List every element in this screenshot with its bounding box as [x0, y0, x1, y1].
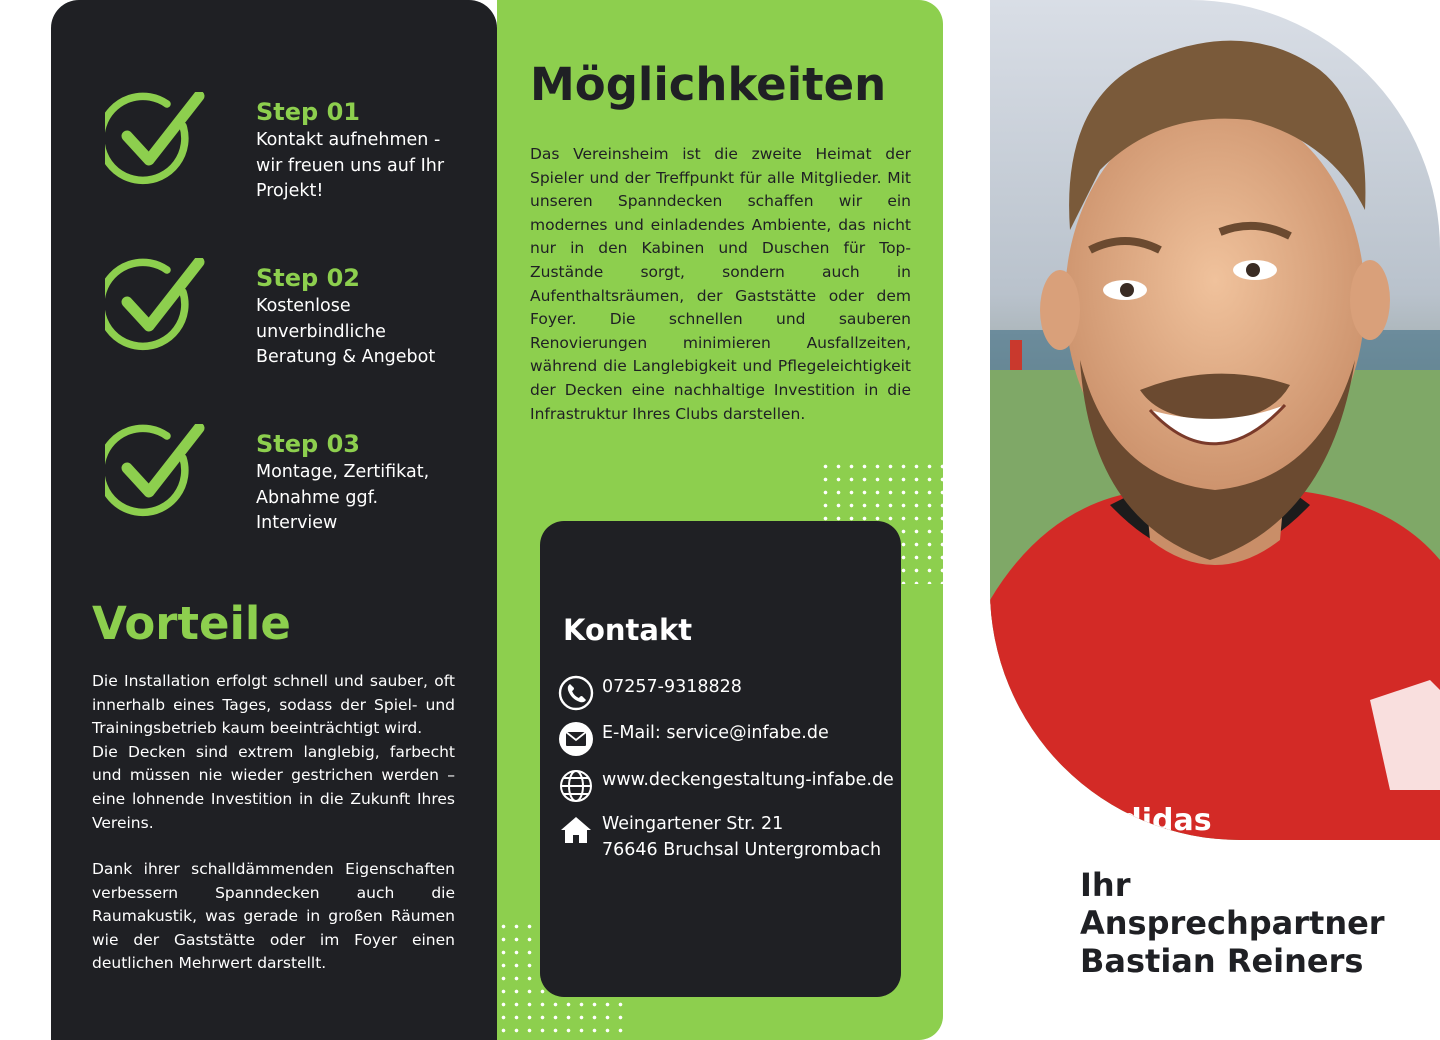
step-03 — [51, 424, 497, 564]
step-title: Step 01 — [256, 98, 360, 126]
contact-person-photo — [990, 0, 1440, 840]
moeglichkeiten-paragraph: Das Vereinsheim ist die zweite Heimat der Spieler und der Treffpunkt für alle Mitglieder. Mit unseren Spanndecken schaffen wir ein modernes und einladendes Ambiente, das nicht nur in den Kabinen und Duschen für Top-Zustände sorgt, sondern auch in Aufenthaltsräumen, der Gaststätte oder dem Foyer. Die schnellen und sauberen Renovierungen minimieren Ausfallzeiten, während die Langlebigkeit und Pflegeleichtigkeit der Decken eine nachhaltige Investition in die Infrastruktur Ihres Clubs darstellen. — [530, 145, 911, 423]
contact-card — [540, 521, 901, 997]
contact-person-name: Bastian Reiners — [1080, 942, 1364, 980]
checkmark-icon — [105, 258, 205, 354]
postal-address: Weingartener Str. 21 76646 Bruchsal Untergrombach — [602, 814, 882, 860]
step-title: Step 03 — [256, 430, 360, 458]
contact-website-row[interactable] — [558, 768, 894, 804]
step-description: Kontakt aufnehmen - wir freuen uns auf Ihr Projekt! — [256, 130, 445, 201]
step-01 — [51, 92, 497, 232]
contact-address-row — [558, 812, 881, 863]
checkmark-icon — [105, 92, 205, 188]
vorteile-text-2: Die Decken sind extrem langlebig, farbecht und müssen nie wieder gestrichen werden – eine lohnende Investition in die Zukunft Ihres Vereins. — [92, 742, 455, 832]
globe-icon — [558, 768, 594, 804]
vorteile-text-1: Die Installation erfolgt schnell und sauber, oft innerhalb eines Tages, sodass der Spiel- und Trainingsbetrieb kaum beeinträchtigt wird. — [92, 672, 455, 738]
contact-email-row[interactable] — [558, 721, 829, 757]
website-url: www.deckengestaltung-infabe.de — [602, 770, 894, 790]
contact-phone-row[interactable] — [558, 675, 742, 711]
checkmark-icon — [105, 424, 205, 520]
contact-heading: Kontakt — [563, 613, 693, 647]
contact-person-label — [1080, 866, 1440, 980]
step-description: Kostenlose unverbindliche Beratung & Angebot — [256, 296, 436, 367]
phone-number: 07257-9318828 — [602, 677, 742, 697]
contact-person-role: Ihr Ansprechpartner — [1080, 866, 1385, 942]
email-address: E-Mail: service@infabe.de — [602, 723, 829, 743]
shirt-logo-text: adidas — [1100, 803, 1212, 838]
portrait-illustration — [990, 0, 1440, 840]
vorteile-paragraph: Dank ihrer schalldämmenden Eigenschaften verbessern Spanndecken auch die Raumakustik, was gerade in großen Räumen wie der Gaststätte oder im Foyer einen deutlichen Mehrwert darstellt. — [92, 860, 455, 973]
moeglichkeiten-heading: Möglichkeiten — [530, 58, 887, 111]
mail-icon — [558, 721, 594, 757]
phone-icon — [558, 675, 594, 711]
step-title: Step 02 — [256, 264, 360, 292]
home-icon — [558, 812, 594, 848]
left-panel — [51, 0, 497, 1040]
green-panel — [497, 0, 943, 1040]
vorteile-paragraph — [92, 670, 455, 835]
vorteile-heading: Vorteile — [92, 597, 291, 650]
step-02 — [51, 258, 497, 398]
step-description: Montage, Zertifikat, Abnahme ggf. Interview — [256, 462, 430, 533]
